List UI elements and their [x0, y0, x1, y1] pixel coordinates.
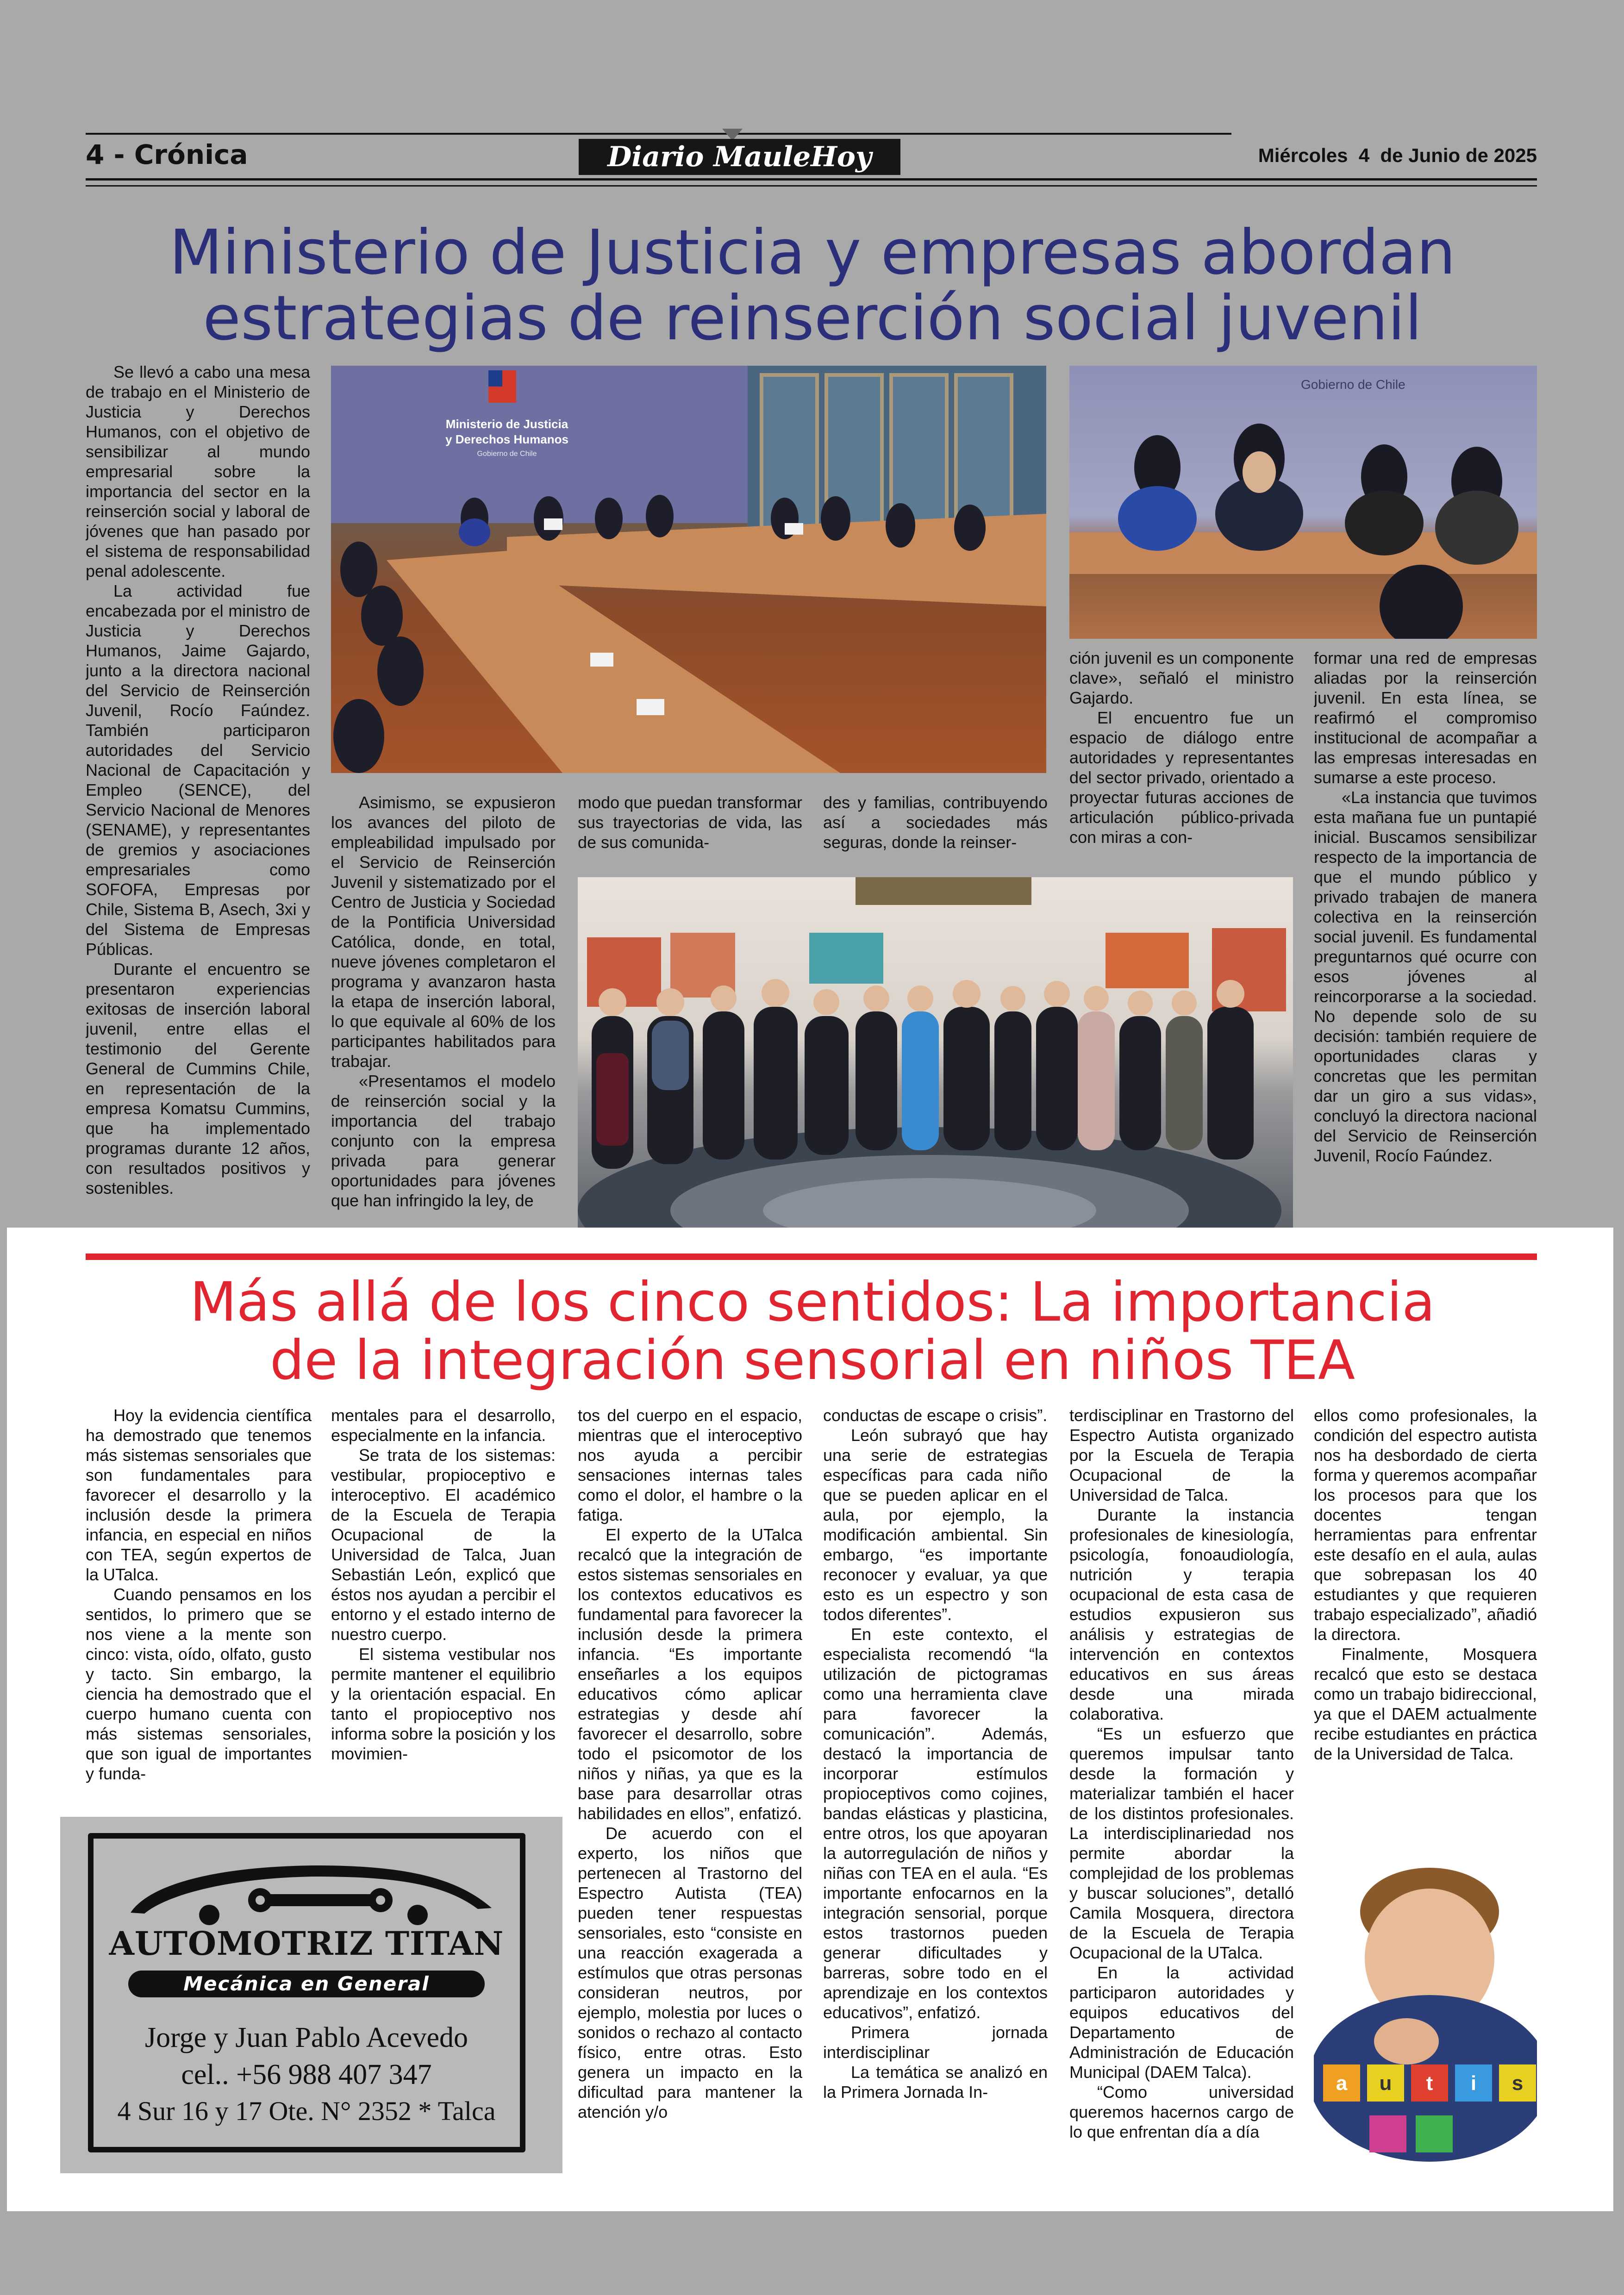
- sign-gobierno: Gobierno de Chile: [1301, 377, 1405, 392]
- article2-paragraph: De acuerdo con el experto, los niños que pertenecen al Trastorno del Espectro Autista (TEA) pueden tener respuestas sensoriales, esto “consiste en una reacción exagerada a estímulos que otras personas consideran neutros, por ejemplo, molestia por luces o sonidos o rechazo al contacto físico, entre otras. Esto genera un impacto en la dificultad para mantener la atención y/o: [578, 1824, 802, 2121]
- article2-title-line1: Más allá de los cinco sentidos: La importancia: [190, 1270, 1435, 1334]
- article2-paragraph: tos del cuerpo en el espacio, mientras que el interoceptivo nos ayuda a percibir sensaciones internas tales como el dolor, el hambre o la fatiga.: [578, 1406, 802, 1524]
- block-letter: t: [1426, 2072, 1433, 2095]
- header-top-rule: [86, 133, 1231, 135]
- child-blocks-photo: [1314, 1847, 1537, 2164]
- article2-subheading: Primera jornada interdisciplinar: [823, 2023, 1048, 2062]
- sign-ministry-line1: Ministerio de Justicia: [445, 417, 568, 431]
- article1-paragraph: formar una red de empresas aliadas por la reinserción juvenil. En esta línea, se reafirmó el compromiso institucional de acompañar a las empresas interesadas en sumarse a este proceso.: [1314, 649, 1537, 787]
- article2-paragraph: Hoy la evidencia científica ha demostrado que tenemos más sistemas sensoriales que son fundamentales para favorecer el desarrollo y la inclusión desde la primera infancia, en especial en niños con TEA, según expertos de la UTalca.: [86, 1406, 312, 1584]
- panel-closeup-photo: [1069, 366, 1537, 639]
- article2-column-6: [1314, 1405, 1537, 1813]
- article2-paragraph: Durante la instancia profesionales de kinesiología, psicología, fonoaudiología, nutrición y terapia ocupacional de esta casa de estudios expusieron sus análisis y estrategias de intervención en contextos educativos en sus áreas desde una mirada colaborativa.: [1069, 1505, 1294, 1723]
- article2-paragraph: El sistema vestibular nos permite mantener el equilibrio y la orientación espacial. En tanto el propioceptivo nos informa sobre la posición y los movimien-: [331, 1645, 556, 1763]
- article1-paragraph: des y familias, contribuyendo así a sociedades más seguras, donde la reinser-: [823, 793, 1048, 852]
- block-letter: i: [1470, 2072, 1477, 2095]
- article1-column-1: [86, 362, 310, 1246]
- article1-paragraph: La actividad fue encabezada por el ministro de Justicia y Derechos Humanos, Jaime Gajardo, junto a la directora nacional del Servicio de Reinserción Juvenil, Rocío Faúndez. También participaron autoridades del Servicio Nacional de Capacitación y Empleo (SENCE), del Servicio Nacional de Menores (SENAME), y representantes de gremios y asociaciones empresariales como SOFOFA, Empresas por Chile, Sistema B, Asech, 3xi y del Sistema de Empresas Públicas.: [86, 581, 310, 959]
- article1-paragraph: «Presentamos el modelo de reinserción social y la importancia del trabajo conjunto con la empresa privada para generar oportunidades para jóvenes que han infringido la ley, de: [331, 1072, 556, 1210]
- article2-title-line2: de la integración sensorial en niños TEA: [269, 1328, 1355, 1392]
- article1-paragraph: El encuentro fue un espacio de diálogo entre autoridades y representantes del sector privado, orientado a proyectar futuras acciones de articulación público-privada con miras a con-: [1069, 708, 1294, 847]
- article1-paragraph: Se llevó a cabo una mesa de trabajo en el Ministerio de Justicia y Derechos Humanos, con el objetivo de sensibilizar al mundo empresarial sobre la importancia del sector en la reinserción social y laboral de jóvenes que han pasado por el sistema de responsabilidad penal adolescente.: [86, 362, 310, 580]
- ad-brand: AUTOMOTRIZ TITAN: [109, 1924, 504, 1963]
- article1-column-6: [1314, 648, 1537, 1227]
- ad-owners: Jorge y Juan Pablo Acevedo: [145, 2022, 468, 2053]
- article2-paragraph: ellos como profesionales, la condición del espectro autista nos ha desbordado de cierta forma y queremos acompañar los procesos para que los docentes tengan herramientas para enfrentar este desafío en el aula, aulas que sobrepasan los 40 estudiantes y que requieren trabajo especializado”, añadió la directora.: [1314, 1406, 1537, 1644]
- article2-title: [65, 1270, 1560, 1392]
- article2-paragraph: Se trata de los sistemas: vestibular, propioceptivo e interoceptivo. El académico de la Escuela de Terapia Ocupacional de la Universidad de Talca, Juan Sebastián León, explicó que éstos nos ayudan a percibir el entorno y el estado interno de nuestro cuerpo.: [331, 1446, 556, 1644]
- header-bottom-rule: [86, 178, 1537, 187]
- header-date: Miércoles 4 de Junio de 2025: [1258, 144, 1537, 166]
- car-wrench-icon: [121, 1857, 501, 1927]
- article2-paragraph: León subrayó que hay una serie de estrategias específicas para cada niño que se pueden aplicar en el aula, por ejemplo, la modificación ambiental. Sin embargo, “es importante reconocer y evaluar, ya que esto es un espectro y son todos diferentes”.: [823, 1426, 1048, 1624]
- article2-column-4: [823, 1405, 1048, 2164]
- article1-title-line2: estrategias de reinserción social juvenil: [203, 283, 1422, 354]
- article2-paragraph: Finalmente, Mosquera recalcó que esto se destaca como un trabajo bidireccional, ya que el DAEM actualmente recibe estudiantes en práctica de la Universidad de Talca.: [1314, 1645, 1537, 1763]
- article2-paragraph: La temática se analizó en la Primera Jornada In-: [823, 2063, 1048, 2102]
- article2-column-3: [578, 1405, 802, 2164]
- article1-paragraph: Durante el encuentro se presentaron experiencias exitosas de inserción laboral juvenil, entre ellas el testimonio del Gerente General de Cummins Chile, en representación de la empresa Komatsu Cummins, que ha implementado programas durante 12 años, con resultados positivos y sostenibles.: [86, 960, 310, 1197]
- group-photo: [578, 877, 1293, 1236]
- masthead: [579, 139, 900, 175]
- ad-address: 4 Sur 16 y 17 Ote. N° 2352 * Talca: [117, 2096, 496, 2126]
- article1-column-5: [1069, 648, 1294, 861]
- article2-column-1: [86, 1405, 312, 1808]
- sign-ministry-line2: y Derechos Humanos: [445, 432, 568, 446]
- ad-tagline: Mecánica en General: [183, 1972, 430, 1995]
- masthead-title: Diario MauleHoy: [607, 141, 872, 173]
- article1-paragraph: ción juvenil es un componente clave», señaló el ministro Gajardo.: [1069, 649, 1294, 707]
- article1-column-2: [331, 792, 556, 1246]
- article1-paragraph: Asimismo, se expusieron los avances del piloto de empleabilidad impulsado por el Servicio de Reinserción Juvenil y sistematizado por el Centro de Justicia y Sociedad de la Pontificia Universidad Católica, donde, en total, nueve jóvenes completaron el programa y avanzaron hasta la etapa de inserción laboral, lo que equivale al 60% de los participantes habilitados para trabajar.: [331, 793, 556, 1071]
- article2-paragraph: “Como universidad queremos hacernos cargo de lo que enfrentan día a día: [1069, 2083, 1294, 2141]
- article2-column-2: [331, 1405, 556, 1808]
- article2-paragraph: En este contexto, el especialista recomendó “la utilización de pictogramas como una herramienta clave para favorecer la comunicación”. Además, destacó la importancia de incorporar estímulos propioceptivos como cojines, bandas elásticas y plasticina, entre otros, los que apoyaran la autorregulación de niños y niñas con TEA en el aula. “Es importante enfocarnos en la integración sensorial, porque estos trastornos pueden generar dificultades y barreras, sobre todo en el aprendizaje en los contextos educativos”, enfatizó.: [823, 1625, 1048, 2022]
- article2-paragraph: “Es un esfuerzo que queremos impulsar tanto desde la formación y materializar también el hacer de los distintos profesionales. La interdisciplinariedad nos permite abordar la complejidad de los problemas y buscar soluciones”, detalló Camila Mosquera, directora de la Escuela de Terapia Ocupacional de la UTalca.: [1069, 1724, 1294, 1962]
- article2-paragraph: terdisciplinar en Trastorno del Espectro Autista organizado por la Escuela de Terapia Ocupacional de la Universidad de Talca.: [1069, 1406, 1294, 1504]
- article2-column-5: [1069, 1405, 1294, 2164]
- article1-title-line1: Ministerio de Justicia y empresas abordan: [169, 217, 1456, 288]
- article1-column-3: [578, 792, 802, 855]
- article2-top-rule: [86, 1254, 1537, 1260]
- article2-paragraph: Cuando pensamos en los sentidos, lo primero que se nos viene a la mente son cinco: vista, oído, olfato, gusto y tacto. Sin embargo, la ciencia ha demostrado que el cuerpo humano cuenta con más sistemas sensoriales, que son igual de importantes y funda-: [86, 1585, 312, 1783]
- ad-tagline-bar: [128, 1971, 485, 1997]
- block-letter: a: [1336, 2072, 1348, 2095]
- sign-ministry-line3: Gobierno de Chile: [477, 450, 537, 458]
- article1-paragraph: «La instancia que tuvimos esta mañana fue un puntapié inicial. Buscamos sensibilizar respecto de la importancia de que el mundo público y privado trabajen de manera colectiva en la reinserción social juvenil. Es fundamental preguntarnos qué ocurre con esos jóvenes al reincorporarse a la sociedad. No depende solo de su decisión: también requiere de oportunidades claras y concretas que les permitan dar un giro a sus vidas», concluyó la directora nacional del Servicio de Reinserción Juvenil, Rocío Faúndez.: [1314, 788, 1537, 1165]
- section-label: 4 - Crónica: [86, 139, 248, 170]
- article1-paragraph: modo que puedan transformar sus trayectorias de vida, las de sus comunida-: [578, 793, 802, 852]
- article2-paragraph: En la actividad participaron autoridades y equipos educativos del Departamento de Administración de Educación Municipal (DAEM Talca).: [1069, 1963, 1294, 2082]
- automotriz-titan-ad: [60, 1817, 562, 2173]
- ad-frame: [88, 1833, 525, 2152]
- meeting-room-photo: [331, 366, 1046, 773]
- block-letter: u: [1379, 2072, 1392, 2095]
- article2-paragraph: conductas de escape o crisis”.: [823, 1406, 1048, 1425]
- article2-paragraph: mentales para el desarrollo, especialmente en la infancia.: [331, 1406, 556, 1445]
- block-letter: s: [1512, 2072, 1524, 2095]
- article2-paragraph: El experto de la UTalca recalcó que la integración de estos sistemas sensoriales en los contextos educativos es fundamental para favorecer la inclusión desde la primera infancia. “Es importante enseñarles a los equipos educativos cómo aplicar estrategias y desde ahí favorecer el desarrollo, sobre todo el psicomotor de los niños y niñas, ya que es la base para desarrollar otras habilidades en ellos”, enfatizó.: [578, 1525, 802, 1823]
- ad-phone: cel.. +56 988 407 347: [181, 2059, 432, 2090]
- article1-column-4: [823, 792, 1048, 855]
- article1-title: [65, 217, 1560, 354]
